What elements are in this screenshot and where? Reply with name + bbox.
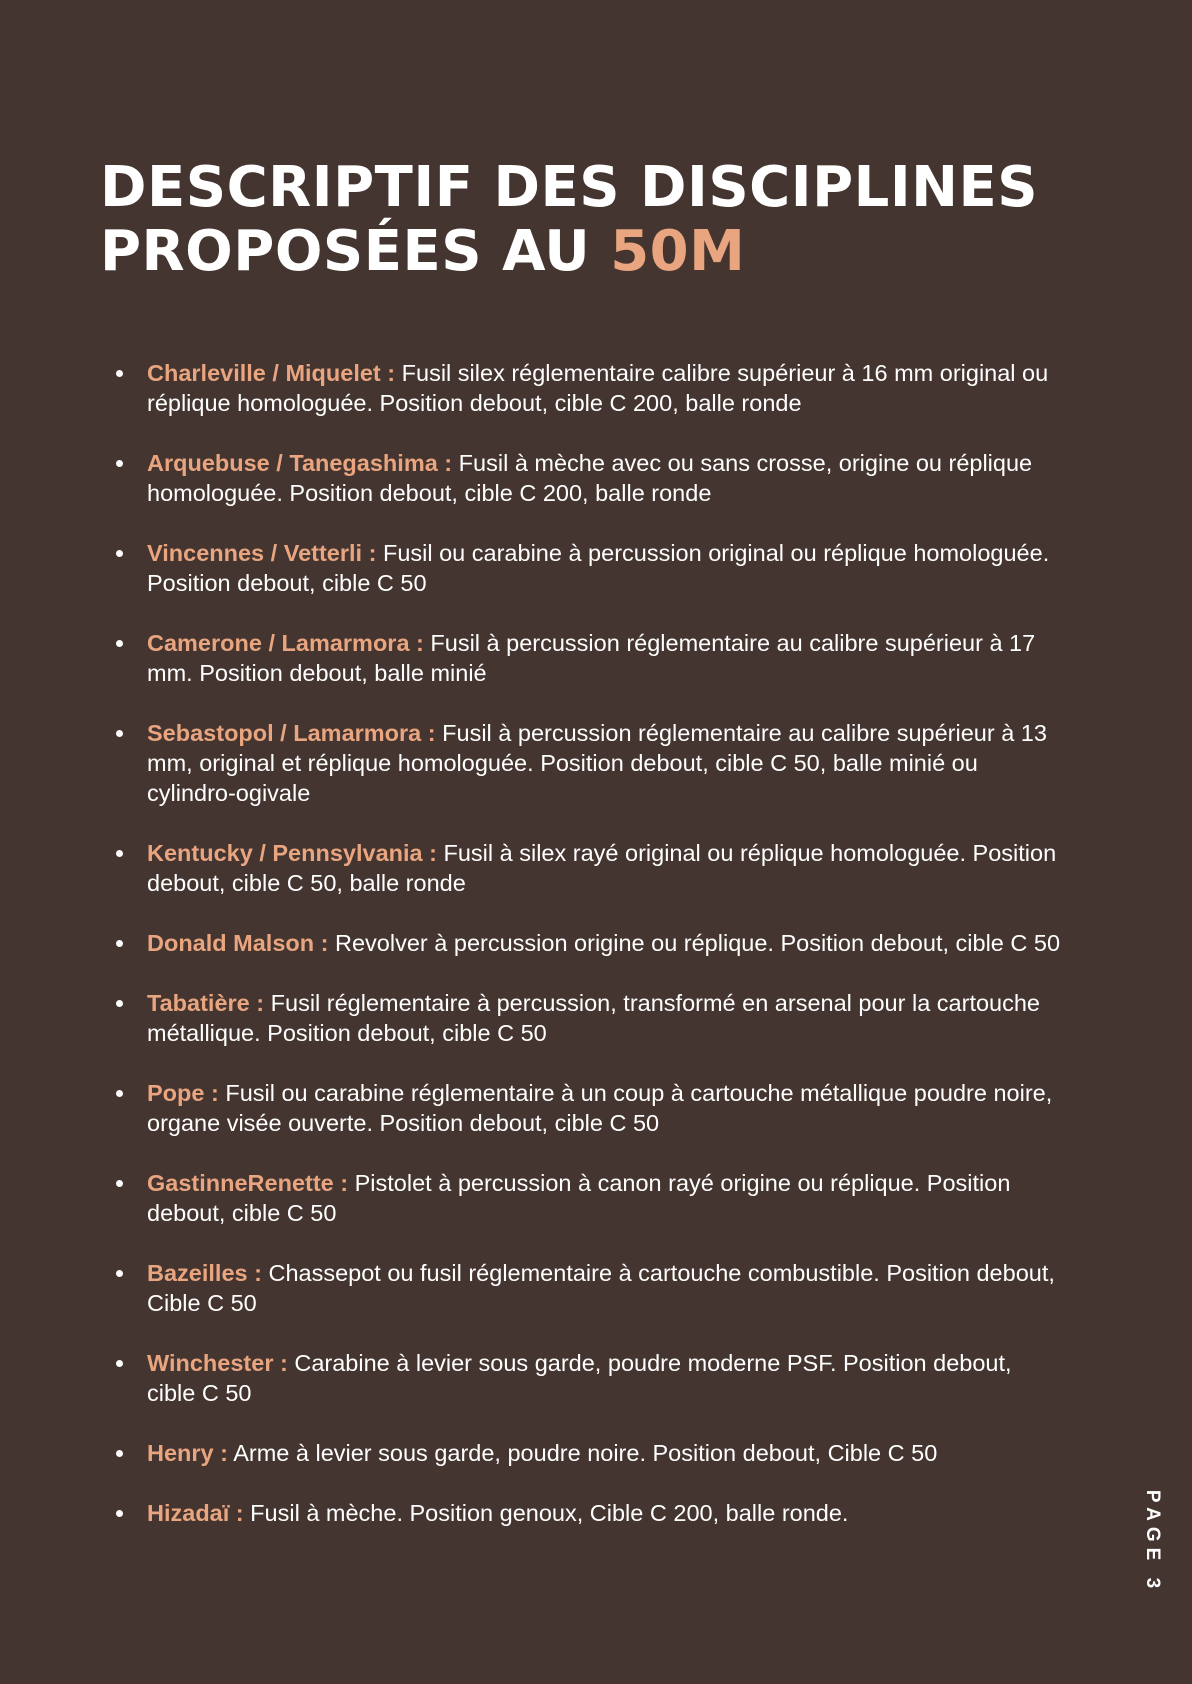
list-item (112, 628, 1062, 688)
list-item (112, 928, 1062, 958)
list-item (112, 358, 1062, 418)
discipline-description: Fusil à mèche avec ou sans crosse, origine ou réplique homologuée. Position debout, cible C 200, balle ronde (147, 450, 1033, 506)
title-accent: 50M (610, 219, 746, 284)
discipline-name: Bazeilles : (147, 1260, 262, 1286)
discipline-name: Tabatière : (147, 990, 265, 1016)
discipline-description: Fusil ou carabine réglementaire à un coup à cartouche métallique poudre noire, organe visée ouverte. Position debout, cible C 50 (147, 1080, 1053, 1136)
discipline-description: Revolver à percussion origine ou réplique. Position debout, cible C 50 (335, 930, 1061, 956)
discipline-name: Winchester : (147, 1350, 288, 1376)
discipline-description: Fusil à silex rayé original ou réplique homologuée. Position debout, cible C 50, balle ronde (147, 840, 1057, 896)
list-item (112, 1168, 1062, 1228)
list-item (112, 838, 1062, 898)
discipline-description: Fusil ou carabine à percussion original ou réplique homologuée. Position debout, cible C 50 (147, 540, 1050, 596)
list-item (112, 1258, 1062, 1318)
discipline-name: Donald Malson : (147, 930, 329, 956)
discipline-name: Sebastopol / Lamarmora : (147, 720, 436, 746)
discipline-name: Vincennes / Vetterli : (147, 540, 377, 566)
discipline-name: Charleville / Miquelet : (147, 360, 396, 386)
discipline-description: Fusil réglementaire à percussion, transformé en arsenal pour la cartouche métallique. Position debout, cible C 50 (147, 990, 1041, 1046)
list-item (112, 1348, 1062, 1408)
discipline-description: Carabine à levier sous garde, poudre moderne PSF. Position debout, cible C 50 (147, 1350, 1012, 1406)
discipline-description: Fusil à percussion réglementaire au calibre supérieur à 13 mm, original et réplique homologuée. Position debout, cible C 50, balle minié ou cylindro-ogivale (147, 720, 1047, 806)
discipline-name: GastinneRenette : (147, 1170, 349, 1196)
discipline-description: Chassepot ou fusil réglementaire à cartouche combustible. Position debout, Cible C 50 (147, 1260, 1055, 1316)
list-item (112, 448, 1062, 508)
discipline-name: Kentucky / Pennsylvania : (147, 840, 437, 866)
discipline-description: Fusil silex réglementaire calibre supérieur à 16 mm original ou réplique homologuée. Position debout, cible C 200, balle ronde (147, 360, 1049, 416)
list-item (112, 1078, 1062, 1138)
discipline-name: Pope : (147, 1080, 219, 1106)
page-title (100, 156, 1060, 284)
list-item (112, 538, 1062, 598)
disciplines-list (112, 358, 1062, 1558)
list-item (112, 1438, 1062, 1468)
discipline-name: Henry : (147, 1440, 228, 1466)
discipline-description: Fusil à percussion réglementaire au calibre supérieur à 17 mm. Position debout, balle minié (147, 630, 1036, 686)
list-item (112, 1498, 1062, 1528)
list-item (112, 718, 1062, 808)
title-line-1: DESCRIPTIF DES DISCIPLINES (100, 155, 1039, 220)
discipline-name: Hizadaï : (147, 1500, 244, 1526)
discipline-description: Fusil à mèche. Position genoux, Cible C 200, balle ronde. (250, 1500, 849, 1526)
title-line-2: PROPOSÉES AU (100, 219, 591, 284)
discipline-name: Arquebuse / Tanegashima : (147, 450, 453, 476)
page-number: PAGE 3 (1142, 1489, 1163, 1595)
discipline-description: Pistolet à percussion à canon rayé origine ou réplique. Position debout, cible C 50 (147, 1170, 1011, 1226)
list-item (112, 988, 1062, 1048)
discipline-description: Arme à levier sous garde, poudre noire. Position debout, Cible C 50 (233, 1440, 938, 1466)
discipline-name: Camerone / Lamarmora : (147, 630, 424, 656)
